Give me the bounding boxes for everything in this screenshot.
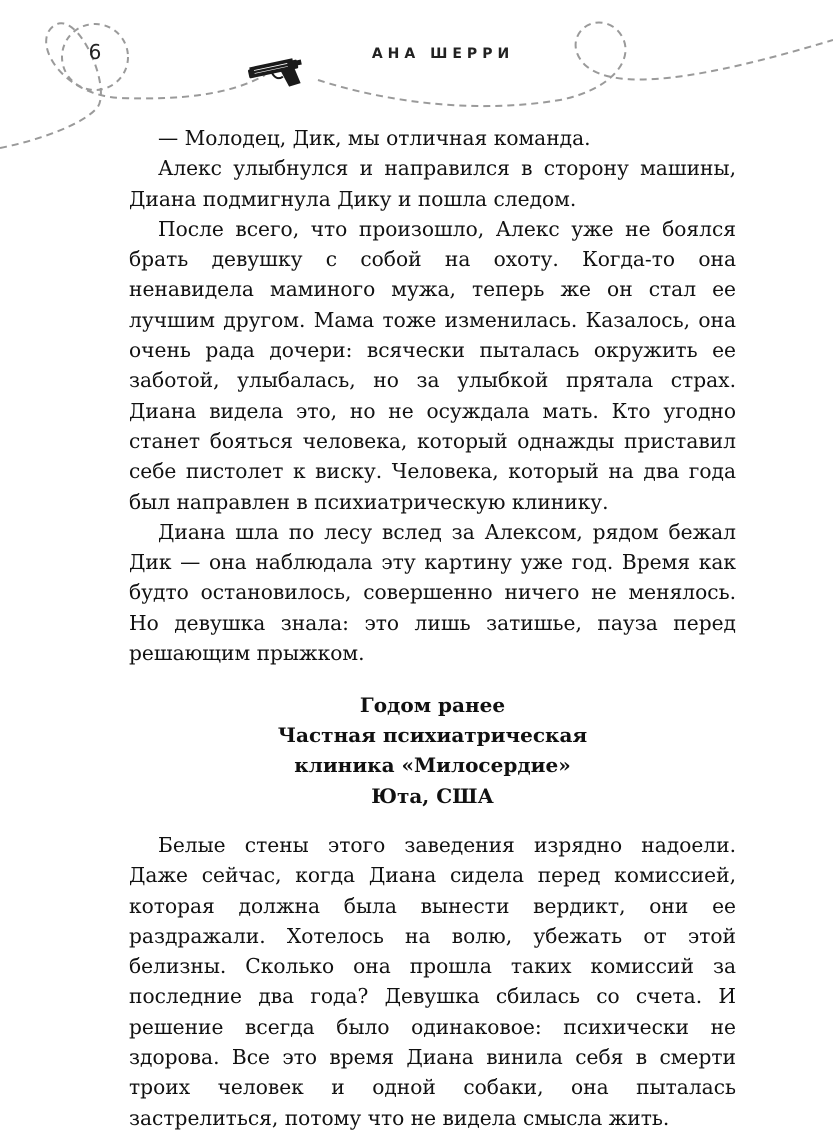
pistol-icon [245,56,307,90]
running-header-author: АНА ШЕРРИ [371,46,515,62]
paragraph: — Молодец, Дик, мы отличная команда. [158,126,591,150]
heading-line: Юта, США [371,783,494,808]
body-text-section-2 [129,830,736,1133]
page-number: 6 [88,40,102,64]
paragraph: Белые стены этого заведения изрядно надоели. Даже сейчас, когда Диана сидела перед комиссией, которая должна была вынести вердикт, они ее раздражали. Хотелось на волю, убежать от этой белизны. Сколько она прошла таких комиссий за последние два года? Девушка сбилась со счета. И решение всегда было одинаковое: психически не здорова. Все это время Диана винила себя в смерти троих человек и одной собаки, она пыталась застрелиться, потому что не видела смысла жить. [129,833,736,1130]
heading-line: клиника «Милосердие» [294,753,571,778]
section-heading [129,690,736,811]
heading-line: Годом ранее [359,693,506,717]
paragraph: Алекс улыбнулся и направился в сторону машины, Диана подмигнула Дику и пошла следом. [129,156,736,211]
paragraph: Диана шла по лесу вслед за Алексом, рядом бежал Дик — она наблюдала эту картину уже год. Время как будто остановилось, совершенно ничего не менялось. Но девушка знала: это лишь затишье, пауза перед решающим прыжком. [129,519,736,666]
paragraph: После всего, что произошло, Алекс уже не боялся брать девушку с собой на охоту. Когда-то она ненавидела маминого мужа, теперь же он стал ее лучшим другом. Мама тоже изменилась. Казалось, она очень рада дочери: всячески пыталась окружить ее заботой, улыбалась, но за улыбкой прятала страх. Диана видела это, но не осуждала мать. Кто угодно станет бояться человека, который однажды приставил себе пистолет к виску. Человека, который на два года был направлен в психиатрическую клинику. [129,216,736,514]
body-text [129,123,736,668]
heading-line: Частная психиатрическая [277,723,588,748]
